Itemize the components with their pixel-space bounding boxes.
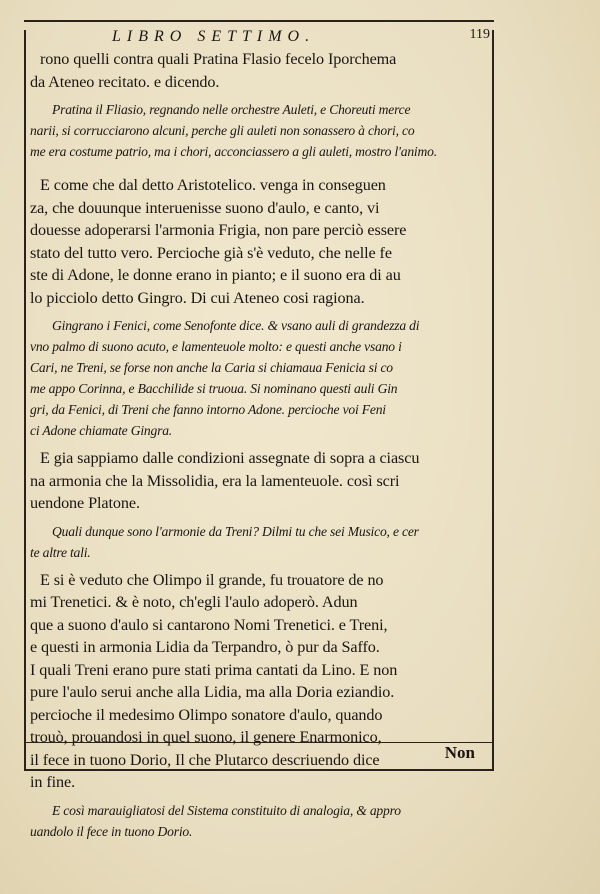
text-line: me appo Corinna, e Bacchilide si truoua. Si nominano questi auli Gin xyxy=(30,381,398,396)
text-line: douesse adoperarsi l'armonia Frigia, non pare perciò essere xyxy=(30,221,407,239)
text-line: I quali Treni erano pure stati prima cantati da Lino. E non xyxy=(30,660,398,679)
text-line: za, che douunque interuenisse suono d'aulo, e canto, vi xyxy=(30,198,380,217)
quotation-block xyxy=(30,99,486,162)
quotation-block xyxy=(30,521,486,563)
text-line: Quali dunque sono l'armonie da Treni? Dilmi tu che sei Musico, e cer xyxy=(52,523,419,539)
text-line: vno palmo di suono acuto, e lamenteuole molto: e questi anche vsano i xyxy=(30,339,402,354)
text-line: na armonia che la Missolidia, era la lamenteuole. così scri xyxy=(30,471,400,490)
text-line: gri, da Fenici, di Treni che fanno intorno Adone. percioche voi Feni xyxy=(30,402,386,417)
paragraph xyxy=(30,447,486,515)
text-line: E si è veduto che Olimpo il grande, fu trouatore de no xyxy=(40,570,384,589)
text-line: da Ateneo recitato. e dicendo. xyxy=(30,72,220,91)
text-line: ste di Adone, le donne erano in pianto; e il suono era di au xyxy=(30,266,401,284)
text-line: ci Adone chiamate Gingra. xyxy=(30,423,172,438)
text-line: que a suono d'aulo si cantarono Nomi Trenetici. e Treni, xyxy=(30,615,388,634)
text-line: narii, si corrucciarono alcuni, perche gli auleti non sonassero à chori, co xyxy=(30,123,415,138)
text-line: me era costume patrio, ma i chori, acconciassero a gli auleti, mostro l'animo. xyxy=(30,144,437,159)
text-line: E così marauigliatosi del Sistema constituito di analogia, & appro xyxy=(52,802,401,818)
block-spacer xyxy=(30,162,486,174)
text-line: E come che dal detto Aristotelico. venga in conseguen xyxy=(40,176,386,194)
text-line: il fece in tuono Dorio, Il che Plutarco descriuendo dice xyxy=(30,750,380,769)
text-line: uendone Platone. xyxy=(30,494,140,512)
quotation-block xyxy=(30,800,486,842)
catchword: Non xyxy=(444,743,475,762)
text-line: Pratina il Fliasio, regnando nelle orchestre Auleti, e Choreuti merce xyxy=(52,102,411,117)
text-line: in fine. xyxy=(30,773,76,791)
bottom-rule xyxy=(24,742,492,743)
text-line: Cari, ne Treni, se forse non anche la Caria si chiamaua Fenicia si co xyxy=(30,360,393,375)
text-line: rono quelli contra quali Pratina Flasio fecelo Iporchema xyxy=(40,50,397,68)
quotation-block xyxy=(30,315,486,441)
text-line: uandolo il fece in tuono Dorio. xyxy=(30,823,193,839)
paragraph xyxy=(30,174,486,309)
text-line: E gia sappiamo dalle condizioni assegnate di sopra a ciascu xyxy=(40,449,420,467)
paragraph xyxy=(30,569,486,794)
text-line: percioche il medesimo Olimpo sonatore d'aulo, quando xyxy=(30,705,383,724)
text-line: te altre tali. xyxy=(30,544,91,560)
text-line: pure l'aulo serui anche alla Lidia, ma alla Doria eziandio. xyxy=(30,683,395,701)
text-body xyxy=(30,48,486,842)
page-number: 119 xyxy=(469,27,490,42)
text-line: trouò, prouandosi in quel suono, il genere Enarmonico, xyxy=(30,728,382,746)
text-line: mi Trenetici. & è noto, ch'egli l'aulo adoperò. Adun xyxy=(30,593,358,611)
paragraph xyxy=(30,48,486,93)
text-line: stato del tutto vero. Percioche già s'è veduto, che nelle fe xyxy=(30,243,392,262)
running-head: LIBRO SETTIMO. xyxy=(112,28,316,45)
text-line: Gingrano i Fenici, come Senofonte dice. & vsano auli di grandezza di xyxy=(52,318,420,333)
text-line: lo picciolo detto Gingro. Di cui Ateneo cosi ragiona. xyxy=(30,288,365,307)
text-line: e questi in armonia Lidia da Terpandro, ò pur da Saffo. xyxy=(30,638,380,656)
